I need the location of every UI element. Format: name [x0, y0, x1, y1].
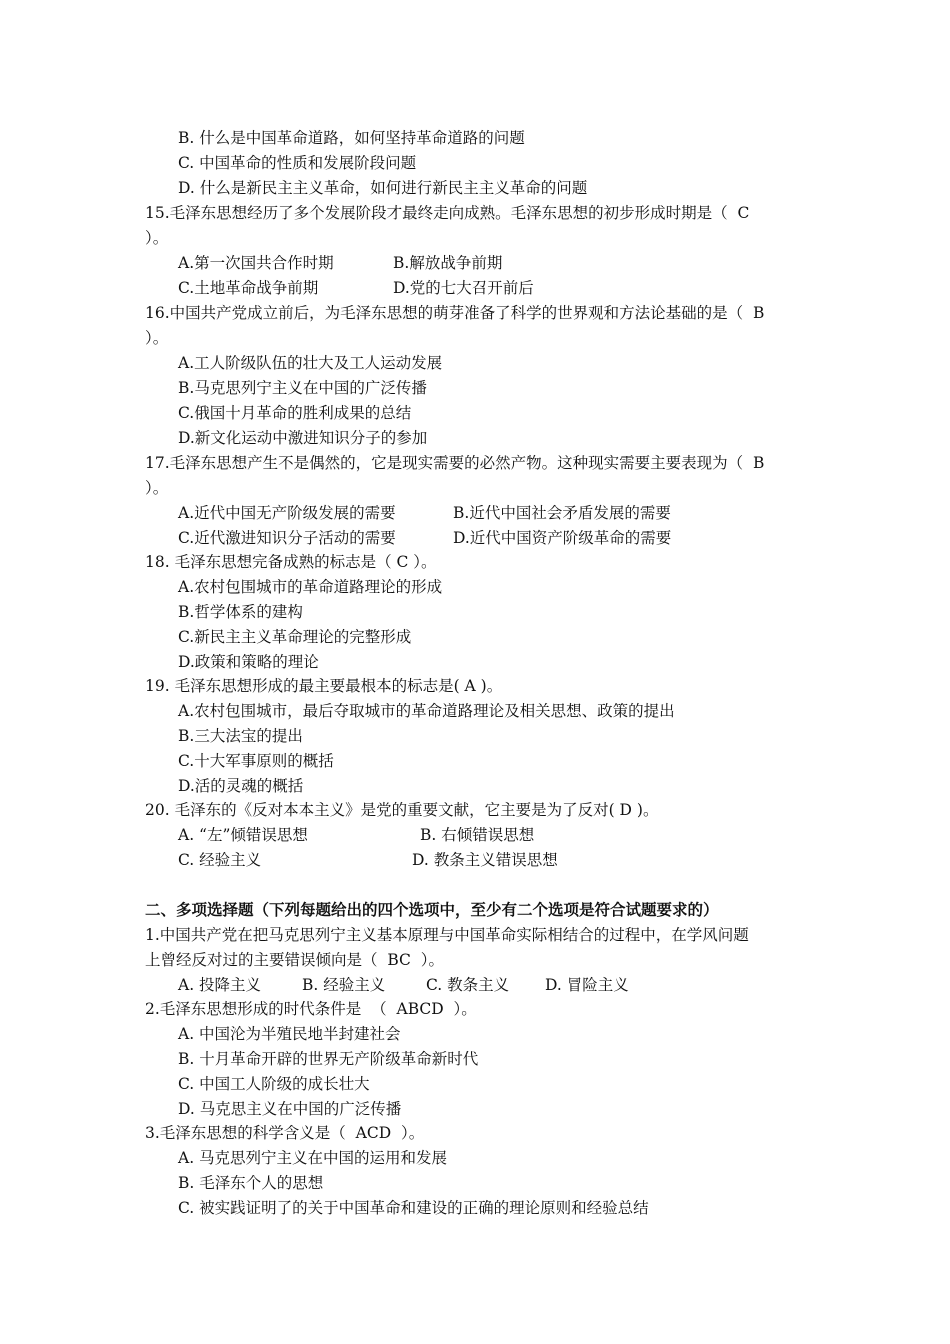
q18-option-d: D.政策和策略的理论: [178, 653, 319, 671]
q15-option-c: C.土地革命战争前期: [178, 279, 319, 297]
q20-option-d: D. 教条主义错误思想: [412, 851, 558, 869]
m2-stem: 2.毛泽东思想形成的时代条件是 （ ABCD ）。: [145, 1000, 477, 1018]
q17-option-a: A.近代中国无产阶级发展的需要: [178, 504, 396, 522]
q17-stem: 17.毛泽东思想产生不是偶然的，它是现实需要的必然产物。这种现实需要主要表现为（ B: [145, 454, 765, 472]
q20-option-c: C. 经验主义: [178, 851, 262, 869]
q15-option-d: D.党的七大召开前后: [393, 279, 534, 297]
q19-option-a: A.农村包围城市，最后夺取城市的革命道路理论及相关思想、政策的提出: [178, 702, 675, 720]
m1-option-c: C. 教条主义: [426, 976, 510, 994]
q18-option-b: B.哲学体系的建构: [178, 603, 303, 621]
q15-stem-end: ）。: [145, 229, 169, 247]
m2-option-d: D. 马克思主义在中国的广泛传播: [178, 1100, 402, 1118]
q14-option-d: D. 什么是新民主主义革命，如何进行新民主主义革命的问题: [178, 179, 588, 197]
q16-stem-end: ）。: [145, 329, 169, 347]
q16-option-c: C.俄国十月革命的胜利成果的总结: [178, 404, 412, 422]
m2-option-b: B. 十月革命开辟的世界无产阶级革命新时代: [178, 1050, 479, 1068]
q20-stem: 20. 毛泽东的《反对本本主义》是党的重要文献，它主要是为了反对( D )。: [145, 801, 659, 819]
m3-stem: 3.毛泽东思想的科学含义是（ ACD ）。: [145, 1124, 425, 1142]
m1-option-a: A. 投降主义: [178, 976, 262, 994]
q16-option-d: D.新文化运动中激进知识分子的参加: [178, 429, 428, 447]
section-heading-multiple-choice: 二、多项选择题（下列每题给出的四个选项中，至少有二个选项是符合试题要求的）: [145, 900, 719, 919]
q19-option-b: B.三大法宝的提出: [178, 727, 303, 745]
m1-stem: 1.中国共产党在把马克思列宁主义基本原理与中国革命实际相结合的过程中，在学风问题: [145, 926, 749, 944]
q19-option-c: C.十大军事原则的概括: [178, 752, 334, 770]
q17-option-c: C.近代激进知识分子活动的需要: [178, 529, 396, 547]
q15-option-b: B.解放战争前期: [393, 254, 503, 272]
m2-option-c: C. 中国工人阶级的成长壮大: [178, 1075, 370, 1093]
q18-stem: 18. 毛泽东思想完备成熟的标志是（ C ）。: [145, 553, 437, 571]
q15-option-a: A.第一次国共合作时期: [178, 254, 334, 272]
q20-option-b: B. 右倾错误思想: [420, 826, 535, 844]
q15-stem: 15.毛泽东思想经历了多个发展阶段才最终走向成熟。毛泽东思想的初步形成时期是（ C: [145, 204, 750, 222]
q18-option-a: A.农村包围城市的革命道路理论的形成: [178, 578, 443, 596]
q14-option-b: B. 什么是中国革命道路，如何坚持革命道路的问题: [178, 129, 525, 147]
m1-option-b: B. 经验主义: [302, 976, 386, 994]
q19-stem: 19. 毛泽东思想形成的最主要最根本的标志是( A )。: [145, 677, 503, 695]
q17-stem-end: ）。: [145, 479, 169, 497]
q16-option-a: A.工人阶级队伍的壮大及工人运动发展: [178, 354, 443, 372]
q14-option-c: C. 中国革命的性质和发展阶段问题: [178, 154, 417, 172]
m3-option-c: C. 被实践证明了的关于中国革命和建设的正确的理论原则和经验总结: [178, 1199, 649, 1217]
q20-option-a: A. “左”倾错误思想: [178, 826, 308, 844]
m1-option-d: D. 冒险主义: [545, 976, 629, 994]
q17-option-d: D.近代中国资产阶级革命的需要: [453, 529, 672, 547]
q16-option-b: B.马克思列宁主义在中国的广泛传播: [178, 379, 427, 397]
m2-option-a: A. 中国沦为半殖民地半封建社会: [178, 1025, 401, 1043]
m3-option-b: B. 毛泽东个人的思想: [178, 1174, 324, 1192]
m1-stem-end: 上曾经反对过的主要错误倾向是（ BC ）。: [145, 951, 444, 969]
q17-option-b: B.近代中国社会矛盾发展的需要: [453, 504, 671, 522]
q19-option-d: D.活的灵魂的概括: [178, 777, 304, 795]
q18-option-c: C.新民主主义革命理论的完整形成: [178, 628, 412, 646]
q16-stem: 16.中国共产党成立前后，为毛泽东思想的萌芽准备了科学的世界观和方法论基础的是（ B: [145, 304, 765, 322]
m3-option-a: A. 马克思列宁主义在中国的运用和发展: [178, 1149, 448, 1167]
